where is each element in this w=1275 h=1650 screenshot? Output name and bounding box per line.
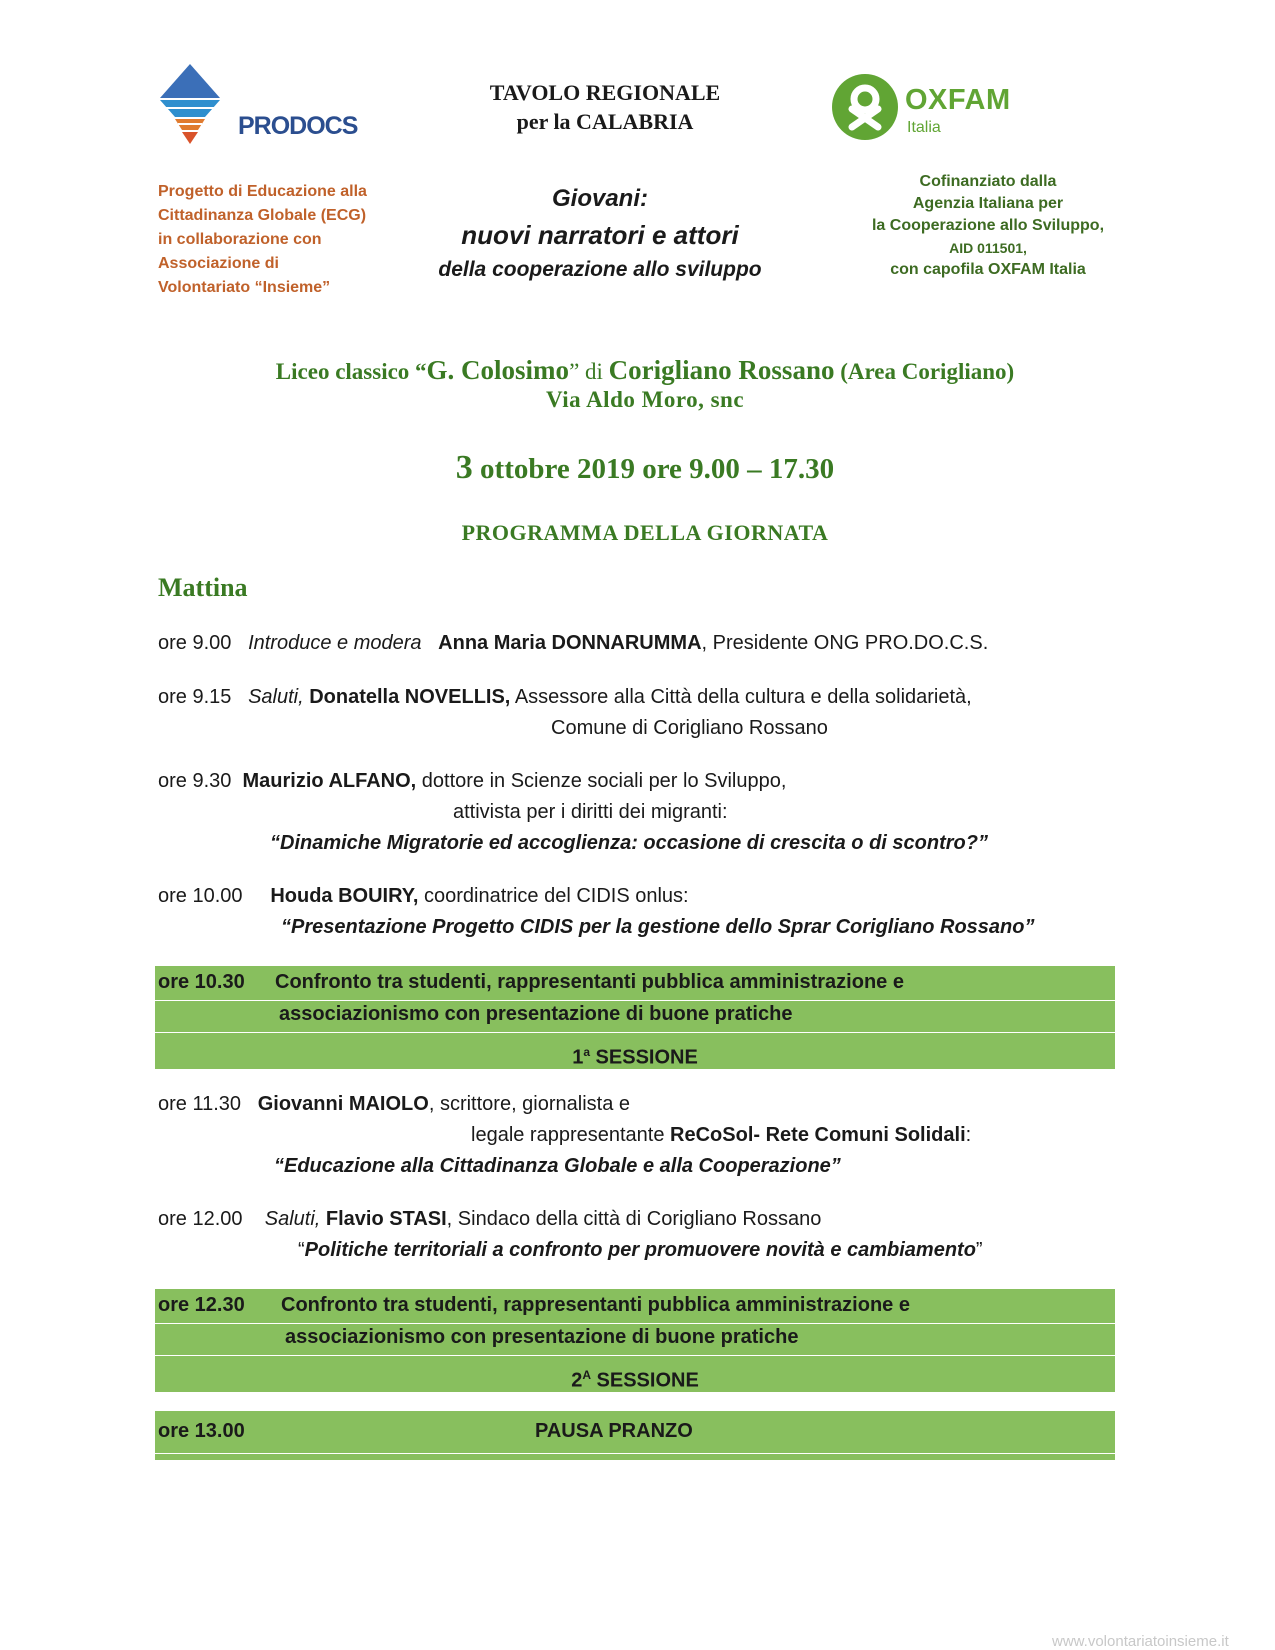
ecg-line: in collaborazione con [158, 231, 322, 248]
item-time: ore 9.15 [158, 686, 232, 708]
session-label-text: SESSIONE [590, 1046, 698, 1069]
oxfam-logo-icon [830, 72, 900, 142]
tavolo-line-1: TAVOLO REGIONALE [489, 80, 721, 105]
item-role-continued: Comune di Corigliano Rossano [551, 717, 828, 739]
prodocs-logo-text: PRODOCS [238, 112, 358, 140]
event-title-line-3: della cooperazione allo sviluppo [438, 258, 762, 281]
item-talk-title: “Presentazione Progetto CIDIS per la gestione dello Sprar Corigliano Rossano” [281, 916, 1035, 938]
item-speaker: Giovanni MAIOLO [257, 1093, 429, 1115]
session-description-line-2: associazionismo con presentazione di buone pratiche [279, 1003, 793, 1025]
item-role: , Sindaco della città di Corigliano Rossano [446, 1208, 822, 1230]
cofin-line: AID 011501, [949, 240, 1027, 256]
venue-school-name: G. Colosimo [426, 355, 570, 385]
item-time: ore 12.00 [158, 1208, 243, 1230]
item-time: ore 9.00 [158, 632, 232, 654]
session-1-bar [155, 966, 1115, 1069]
item-role: coordinatrice del CIDIS onlus: [418, 885, 689, 907]
program-item [158, 628, 988, 659]
item-role-part: legale rappresentante [471, 1124, 671, 1146]
venue-area: (Area Corigliano) [834, 359, 1015, 384]
session-label [155, 1360, 1115, 1397]
item-speaker: Maurizio ALFANO, [242, 770, 417, 792]
item-speaker: Anna Maria DONNARUMMA [438, 632, 702, 654]
tavolo-regionale-heading [420, 78, 790, 136]
cofin-line: con capofila OXFAM Italia [890, 261, 1086, 278]
item-speaker: Donatella NOVELLIS, [309, 686, 511, 708]
lunch-time: ore 13.00 [158, 1420, 245, 1442]
event-title-line-1: Giovani: [551, 185, 648, 212]
cofin-line: la Cooperazione allo Sviluppo, [871, 217, 1105, 234]
item-saluti: Saluti, [248, 686, 304, 708]
event-date-rest: ottobre 2019 ore 9.00 – 17.30 [472, 453, 835, 485]
venue-city: Corigliano Rossano [608, 355, 835, 385]
venue-part: ” di [569, 359, 609, 384]
ecg-line: Associazione di [158, 255, 279, 272]
item-role-part: : [965, 1124, 972, 1146]
venue-address: Via Aldo Moro, snc [545, 387, 745, 412]
session-2-bar [155, 1289, 1115, 1392]
ecg-line: Progetto di Educazione alla [158, 183, 367, 200]
item-saluti: Saluti, [264, 1208, 321, 1230]
cofinanziato-info [818, 171, 1158, 281]
ecg-project-info [158, 180, 398, 300]
lunch-label: PAUSA PRANZO [535, 1420, 693, 1442]
session-description-line-2: associazionismo con presentazione di buone pratiche [285, 1326, 799, 1348]
session-number: 2 [571, 1369, 583, 1392]
session-time: ore 12.30 [158, 1294, 245, 1316]
cofin-line: Agenzia Italiana per [912, 195, 1064, 212]
oxfam-logo-subtext: Italia [907, 119, 941, 136]
item-quote-open: “ [298, 1239, 305, 1261]
item-time: ore 10.00 [158, 885, 243, 907]
tavolo-line-2: per la CALABRIA [516, 109, 694, 134]
item-role: dottore in Scienze sociali per lo Sviluppo, [416, 770, 787, 792]
session-ordinal: A [582, 1368, 591, 1382]
oxfam-logo-text: OXFAM [905, 84, 1011, 116]
program-item [158, 766, 786, 797]
item-time: ore 9.30 [158, 770, 232, 792]
session-ordinal: a [583, 1045, 590, 1059]
ecg-line: Cittadinanza Globale (ECG) [158, 207, 367, 224]
session-description-line-1: Confronto tra studenti, rappresentanti pubblica amministrazione e [281, 1294, 910, 1316]
venue-line [150, 353, 1140, 389]
watermark-url: www.volontariatoinsieme.it [1052, 1633, 1229, 1650]
item-intro: Introduce e modera [248, 632, 422, 654]
event-date [150, 449, 1140, 487]
ecg-line: Volontariato “Insieme” [158, 279, 331, 296]
session-number: 1 [572, 1046, 584, 1069]
mattina-heading: Mattina [158, 573, 248, 602]
item-speaker: Flavio STASI [325, 1208, 447, 1230]
program-item [158, 1089, 630, 1120]
item-role-continued: attivista per i diritti dei migranti: [453, 801, 728, 823]
session-label-text: SESSIONE [590, 1369, 699, 1392]
venue-part: Liceo classico “ [275, 359, 427, 384]
program-item [158, 1204, 821, 1235]
item-role: Assessore alla Città della cultura e della solidarietà, [510, 686, 972, 708]
item-role: , Presidente ONG PRO.DO.C.S. [701, 632, 989, 654]
session-time: ore 10.30 [158, 971, 245, 993]
item-role: , scrittore, giornalista e [428, 1093, 631, 1115]
item-quote-close: ” [975, 1239, 983, 1261]
item-talk-title-text: Politiche territoriali a confronto per promuovere novità e cambiamento [304, 1239, 976, 1261]
item-role-continued [471, 1120, 971, 1151]
cofin-line: Cofinanziato dalla [919, 173, 1057, 190]
item-organization: ReCoSol- Rete Comuni Solidali [670, 1124, 966, 1146]
event-date-day: 3 [455, 449, 473, 486]
program-item [158, 682, 972, 713]
lunch-bar [155, 1411, 1115, 1460]
item-time: ore 11.30 [158, 1093, 242, 1115]
item-speaker: Houda BOUIRY, [270, 885, 419, 907]
programma-title: PROGRAMMA DELLA GIORNATA [461, 520, 829, 545]
item-talk-title: “Dinamiche Migratorie ed accoglienza: occasione di crescita o di scontro?” [270, 832, 988, 854]
item-talk-title [298, 1235, 983, 1266]
session-label [155, 1037, 1115, 1074]
program-item [158, 881, 689, 912]
session-description-line-1: Confronto tra studenti, rappresentanti pubblica amministrazione e [275, 971, 904, 993]
item-talk-title: “Educazione alla Cittadinanza Globale e alla Cooperazione” [274, 1155, 841, 1177]
event-title-line-2: nuovi narratori e attori [461, 220, 739, 250]
event-title [410, 183, 790, 285]
